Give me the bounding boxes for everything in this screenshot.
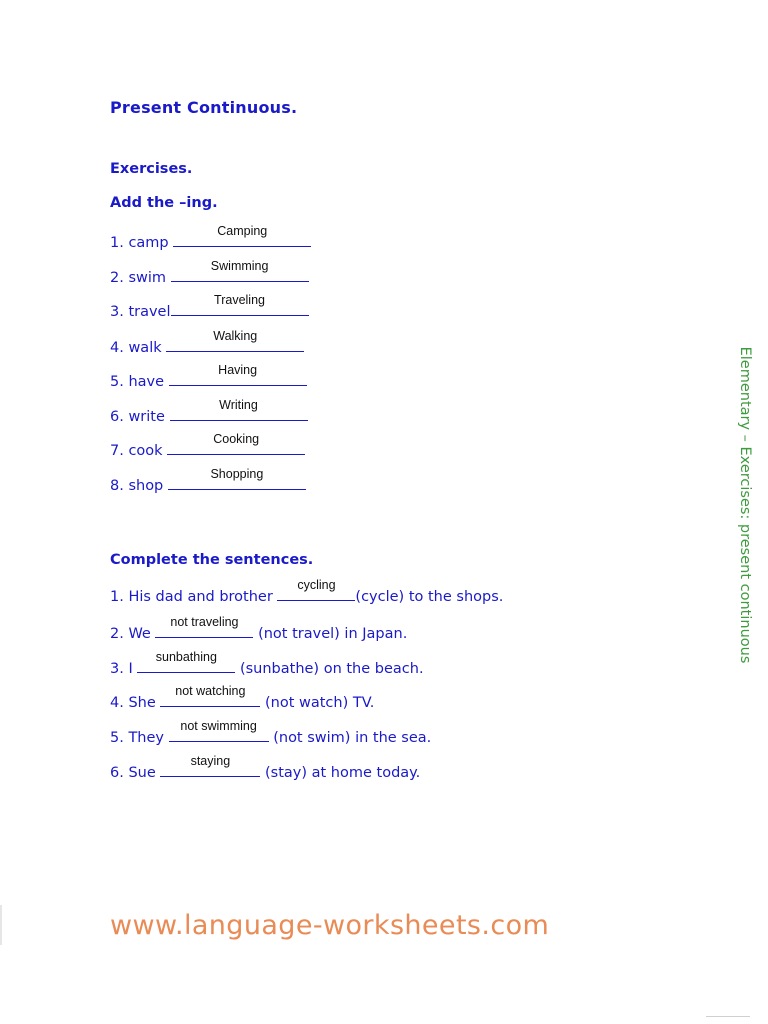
answer-blank[interactable]: [160, 684, 260, 707]
answer-text: not watching: [175, 684, 246, 698]
item-prompt: 1. camp: [110, 235, 169, 251]
answer-text: staying: [190, 754, 231, 768]
answer-blank[interactable]: [166, 329, 304, 352]
ing-item: [110, 432, 305, 460]
answer-blank[interactable]: [167, 432, 305, 455]
bottom-right-divider: [706, 1016, 750, 1017]
ing-item: [110, 259, 309, 287]
answer-blank[interactable]: [160, 754, 260, 777]
item-prompt: 7. cook: [110, 443, 163, 459]
ing-item: [110, 329, 304, 357]
page-title: Present Continuous.: [110, 98, 298, 117]
ing-item: [110, 293, 309, 321]
sentence-item: [110, 754, 421, 782]
answer-blank[interactable]: [171, 293, 309, 316]
answer-text: Camping: [217, 224, 268, 238]
item-prompt: 3. travel: [110, 304, 171, 320]
answer-text: Cooking: [213, 432, 260, 446]
sentence-end: (sunbathe) on the beach.: [239, 661, 424, 677]
answer-text: sunbathing: [155, 650, 217, 664]
item-prompt: 8. shop: [110, 478, 164, 494]
answer-text: not traveling: [170, 615, 239, 629]
answer-text: Walking: [213, 329, 258, 343]
sentence-start: 2. We: [110, 626, 151, 642]
sentence-start: 4. She: [110, 695, 156, 711]
item-prompt: 5. have: [110, 374, 165, 390]
sentence-end: (not travel) in Japan.: [258, 626, 408, 642]
answer-blank[interactable]: [277, 578, 355, 601]
answer-blank[interactable]: [171, 259, 309, 282]
sentence-item: [110, 650, 424, 678]
answer-text: Swimming: [210, 259, 269, 273]
sentence-item: [110, 615, 408, 643]
sentence-start: 3. I: [110, 661, 133, 677]
answer-text: Shopping: [210, 467, 264, 481]
answer-blank[interactable]: [137, 650, 235, 673]
sentence-end: (stay) at home today.: [264, 765, 421, 781]
footer-url: www.language-worksheets.com: [110, 910, 550, 941]
section2-heading: Complete the sentences.: [110, 552, 314, 568]
answer-blank[interactable]: [170, 398, 308, 421]
sentence-item: [110, 684, 375, 712]
answer-text: Writing: [219, 398, 258, 412]
answer-blank[interactable]: [169, 363, 307, 386]
ing-item: [110, 467, 306, 495]
answer-text: not swimming: [180, 719, 257, 733]
sentence-item: [110, 719, 432, 747]
answer-blank[interactable]: [169, 719, 269, 742]
answer-text: Having: [218, 363, 258, 377]
ing-item: [110, 224, 311, 252]
item-prompt: 6. write: [110, 409, 165, 425]
answer-text: Traveling: [214, 293, 265, 307]
left-edge-divider: [0, 905, 2, 945]
sentence-start: 1. His dad and brother: [110, 589, 273, 605]
item-prompt: 4. walk: [110, 340, 162, 356]
answer-blank[interactable]: [173, 224, 311, 247]
side-label: Elementary – Exercises: present continuous: [737, 346, 753, 664]
item-prompt: 2. swim: [110, 270, 167, 286]
sentence-end: (not swim) in the sea.: [273, 730, 432, 746]
exercises-heading: Exercises.: [110, 161, 193, 177]
sentence-start: 5. They: [110, 730, 164, 746]
answer-blank[interactable]: [155, 615, 253, 638]
sentence-item: [110, 578, 504, 606]
answer-text: cycling: [297, 578, 336, 592]
answer-blank[interactable]: [168, 467, 306, 490]
section1-heading: Add the –ing.: [110, 195, 218, 211]
sentence-end: (not watch) TV.: [264, 695, 375, 711]
ing-item: [110, 363, 307, 391]
sentence-end: (cycle) to the shops.: [355, 589, 504, 605]
ing-item: [110, 398, 308, 426]
sentence-start: 6. Sue: [110, 765, 156, 781]
